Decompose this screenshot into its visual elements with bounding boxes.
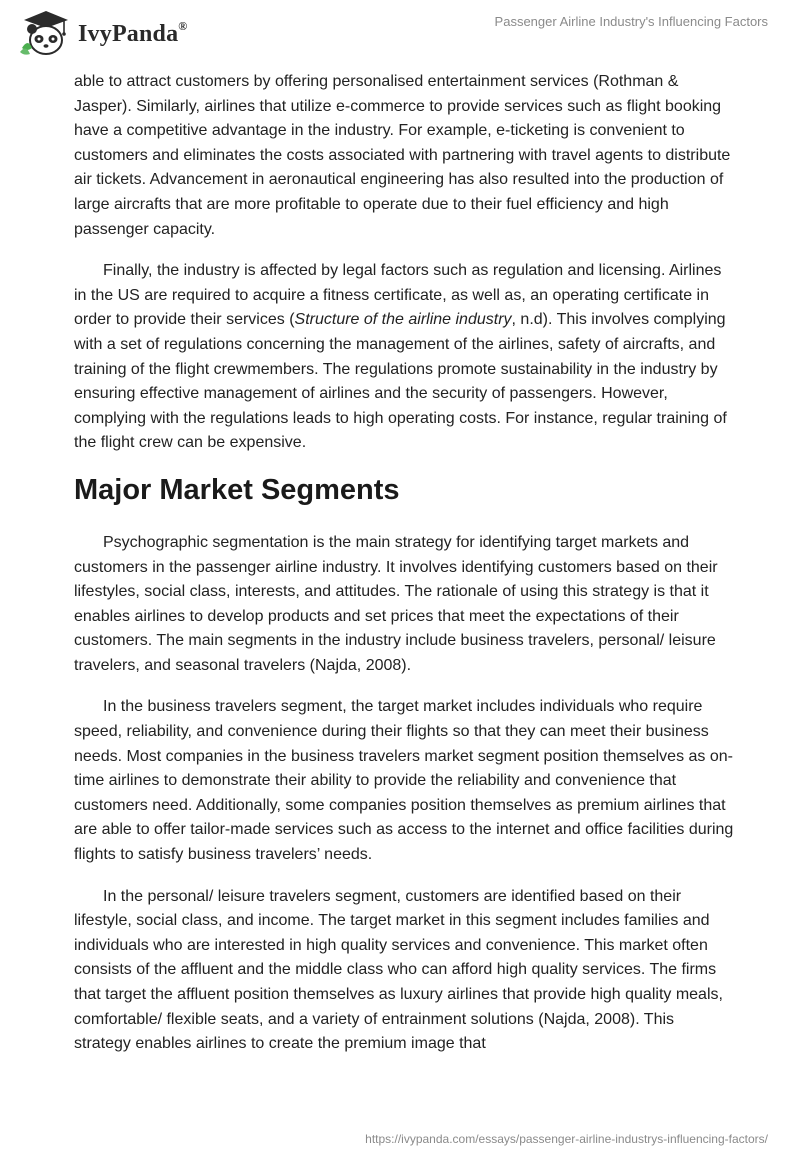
essay-content: [74, 70, 734, 1074]
source-url-link[interactable]: https://ivypanda.com/essays/passenger-airline-industrys-influencing-factors/: [365, 1132, 768, 1146]
paragraph-leisure-travelers: In the personal/ leisure travelers segment, customers are identified based on their lifestyle, social class, and income. The target market in this segment includes families and individuals who are interested in high quality services and convenience. This market often consists of the affluent and the middle class who can afford high quality services. The firms that target the affluent position themselves as luxury airlines that provide high quality meals, comfortable/ flexible seats, and a variety of entrainment solutions (Najda, 2008). This strategy enables airlines to create the premium image that: [74, 887, 723, 1053]
page-header: [0, 0, 800, 66]
panda-graduate-logo-icon: [18, 8, 70, 58]
paragraph-technological-factors: able to attract customers by offering personalised entertainment services (Rothman & Jasper). Similarly, airlines that utilize e-commerce to provide services such as flight booking have a competitive advantage in the industry. For example, e-ticketing is convenient to customers and eliminates the costs associated with partnering with travel agents to distribute air tickets. Advancement in aeronautical engineering has also resulted into the production of large aircrafts that are more profitable to operate due to their fuel efficiency and high passenger capacity.: [74, 73, 731, 238]
brand-name: IvyPanda®: [78, 18, 188, 47]
citation-title: Structure of the airline industry: [294, 311, 512, 329]
paragraph-psychographic-segmentation: Psychographic segmentation is the main strategy for identifying target markets and customers in the passenger airline industry. It involves identifying customers based on their lifestyles, social class, interests, and attitudes. The rationale of using this strategy is that it enables airlines to develop products and set prices that meet the expectations of their customers. The main segments in the industry include business travelers, personal/ leisure travelers, and seasonal travelers (Najda, 2008).: [74, 533, 718, 674]
paragraph-business-travelers: In the business travelers segment, the target market includes individuals who require speed, reliability, and convenience during their flights so that they can meet their business needs. Most companies in the business travelers market segment position themselves as on-time airlines to demonstrate their ability to provide the reliability and convenience that customers need. Additionally, some companies position themselves as premium airlines that are able to offer tailor-made services such as access to the internet and office facilities during flights to satisfy business travelers’ needs.: [74, 698, 734, 864]
document-title: Passenger Airline Industry's Influencing Factors: [494, 14, 768, 29]
section-heading: Major Market Segments: [74, 473, 400, 506]
paragraph-legal-factors: Finally, the industry is affected by legal factors such as regulation and licensing. Airlines in the US are required to acquire a fitness certificate, as well as, an operating certificate in order to provide their services (Structure of the airline industry, n.d). This involves complying with a set of regulations concerning the management of the airlines, safety of aircrafts, and training of the flight crewmembers. The regulations promote sustainability in the industry by ensuring effective management of airlines and the security of passengers. However, complying with the regulations leads to high operating costs. For instance, regular training of the flight crew can be expensive.: [74, 262, 727, 452]
ivypanda-logo[interactable]: [18, 8, 187, 58]
